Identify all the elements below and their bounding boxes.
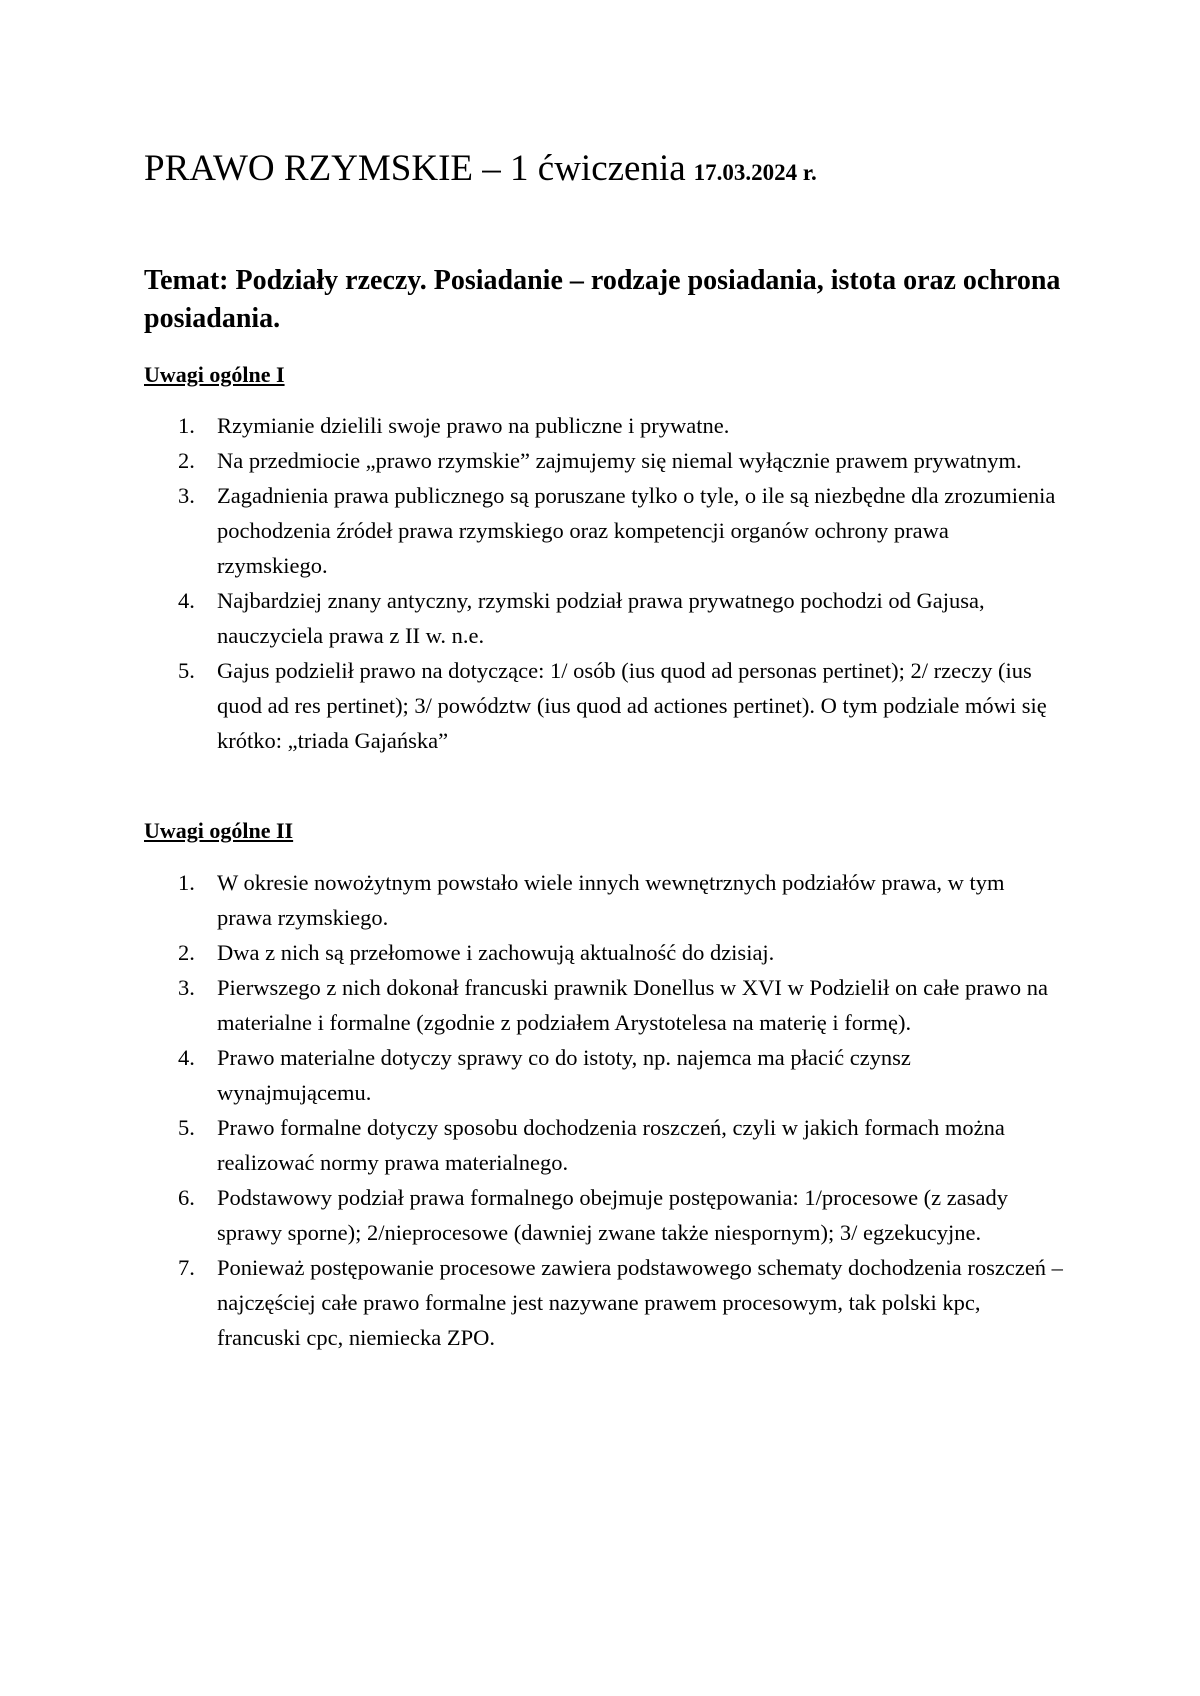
list-item-number: 7.	[178, 1255, 195, 1280]
list-item-text: Prawo materialne dotyczy sprawy co do istoty, np. najemca ma płacić czynsz wynajmującemu.	[217, 1045, 911, 1105]
list-item-text: W okresie nowożytnym powstało wiele innych wewnętrznych podziałów prawa, w tym prawa rzymskiego.	[217, 870, 1005, 930]
list-item-number: 2.	[178, 448, 195, 473]
list-item	[144, 970, 1064, 1040]
list-item-number: 4.	[178, 588, 195, 613]
section-heading-2: Uwagi ogólne II	[144, 818, 294, 843]
list-item-number: 3.	[178, 483, 195, 508]
list-item	[144, 1110, 1064, 1180]
list-item-number: 2.	[178, 940, 195, 965]
section-heading-1: Uwagi ogólne I	[144, 362, 285, 387]
title-main: PRAWO RZYMSKIE – 1 ćwiczenia	[144, 148, 686, 189]
list-item-text: Najbardziej znany antyczny, rzymski podział prawa prywatnego pochodzi od Gajusa, nauczyciela prawa z II w. n.e.	[217, 588, 985, 648]
list-item-text: Podstawowy podział prawa formalnego obejmuje postępowania: 1/procesowe (z zasady sprawy sporne); 2/nieprocesowe (dawniej zwane także niespornym); 3/ egzekucyjne.	[217, 1185, 1009, 1245]
list-section-1	[144, 408, 1064, 758]
list-item	[144, 1250, 1064, 1355]
list-item-number: 6.	[178, 1185, 195, 1210]
list-item	[144, 583, 1064, 653]
list-item	[144, 653, 1064, 758]
list-section-2	[144, 865, 1064, 1355]
list-item	[144, 865, 1064, 935]
topic-heading: Temat: Podziały rzeczy. Posiadanie – rodzaje posiadania, istota oraz ochrona posiadania.	[144, 265, 1061, 334]
list-item-number: 5.	[178, 1115, 195, 1140]
list-item-number: 3.	[178, 975, 195, 1000]
document-title	[144, 146, 817, 196]
list-item-text: Rzymianie dzielili swoje prawo na publiczne i prywatne.	[217, 413, 730, 438]
list-item	[144, 1180, 1064, 1250]
list-item	[144, 935, 1064, 970]
list-item	[144, 443, 1064, 478]
list-item-text: Prawo formalne dotyczy sposobu dochodzenia roszczeń, czyli w jakich formach można realizować normy prawa materialnego.	[217, 1115, 1005, 1175]
list-item-number: 4.	[178, 1045, 195, 1070]
list-item	[144, 478, 1064, 583]
list-item-text: Zagadnienia prawa publicznego są poruszane tylko o tyle, o ile są niezbędne dla zrozumienia pochodzenia źródeł prawa rzymskiego oraz kompetencji organów ochrony prawa rzymskiego.	[217, 483, 1056, 578]
list-item-text: Dwa z nich są przełomowe i zachowują aktualność do dzisiaj.	[217, 940, 775, 965]
list-item	[144, 1040, 1064, 1110]
title-date: 17.03.2024 r.	[693, 160, 817, 185]
list-item-text: Ponieważ postępowanie procesowe zawiera podstawowego schematy dochodzenia roszczeń – najczęściej całe prawo formalne jest nazywane prawem procesowym, tak polski kpc, francuski cpc, niemiecka ZPO.	[217, 1255, 1063, 1350]
list-item-text: Gajus podzielił prawo na dotyczące: 1/ osób (ius quod ad personas pertinet); 2/ rzeczy (ius quod ad res pertinet); 3/ powództw (ius quod ad actiones pertinet). O tym podziale mówi się krótko: „triada Gajańska”	[217, 658, 1047, 753]
list-item-text: Na przedmiocie „prawo rzymskie” zajmujemy się niemal wyłącznie prawem prywatnym.	[217, 448, 1022, 473]
list-item-text: Pierwszego z nich dokonał francuski prawnik Donellus w XVI w Podzielił on całe prawo na materialne i formalne (zgodnie z podziałem Arystotelesa na materię i formę).	[217, 975, 1049, 1035]
list-item-number: 1.	[178, 870, 195, 895]
list-item-number: 5.	[178, 658, 195, 683]
list-item	[144, 408, 1064, 443]
list-item-number: 1.	[178, 413, 195, 438]
